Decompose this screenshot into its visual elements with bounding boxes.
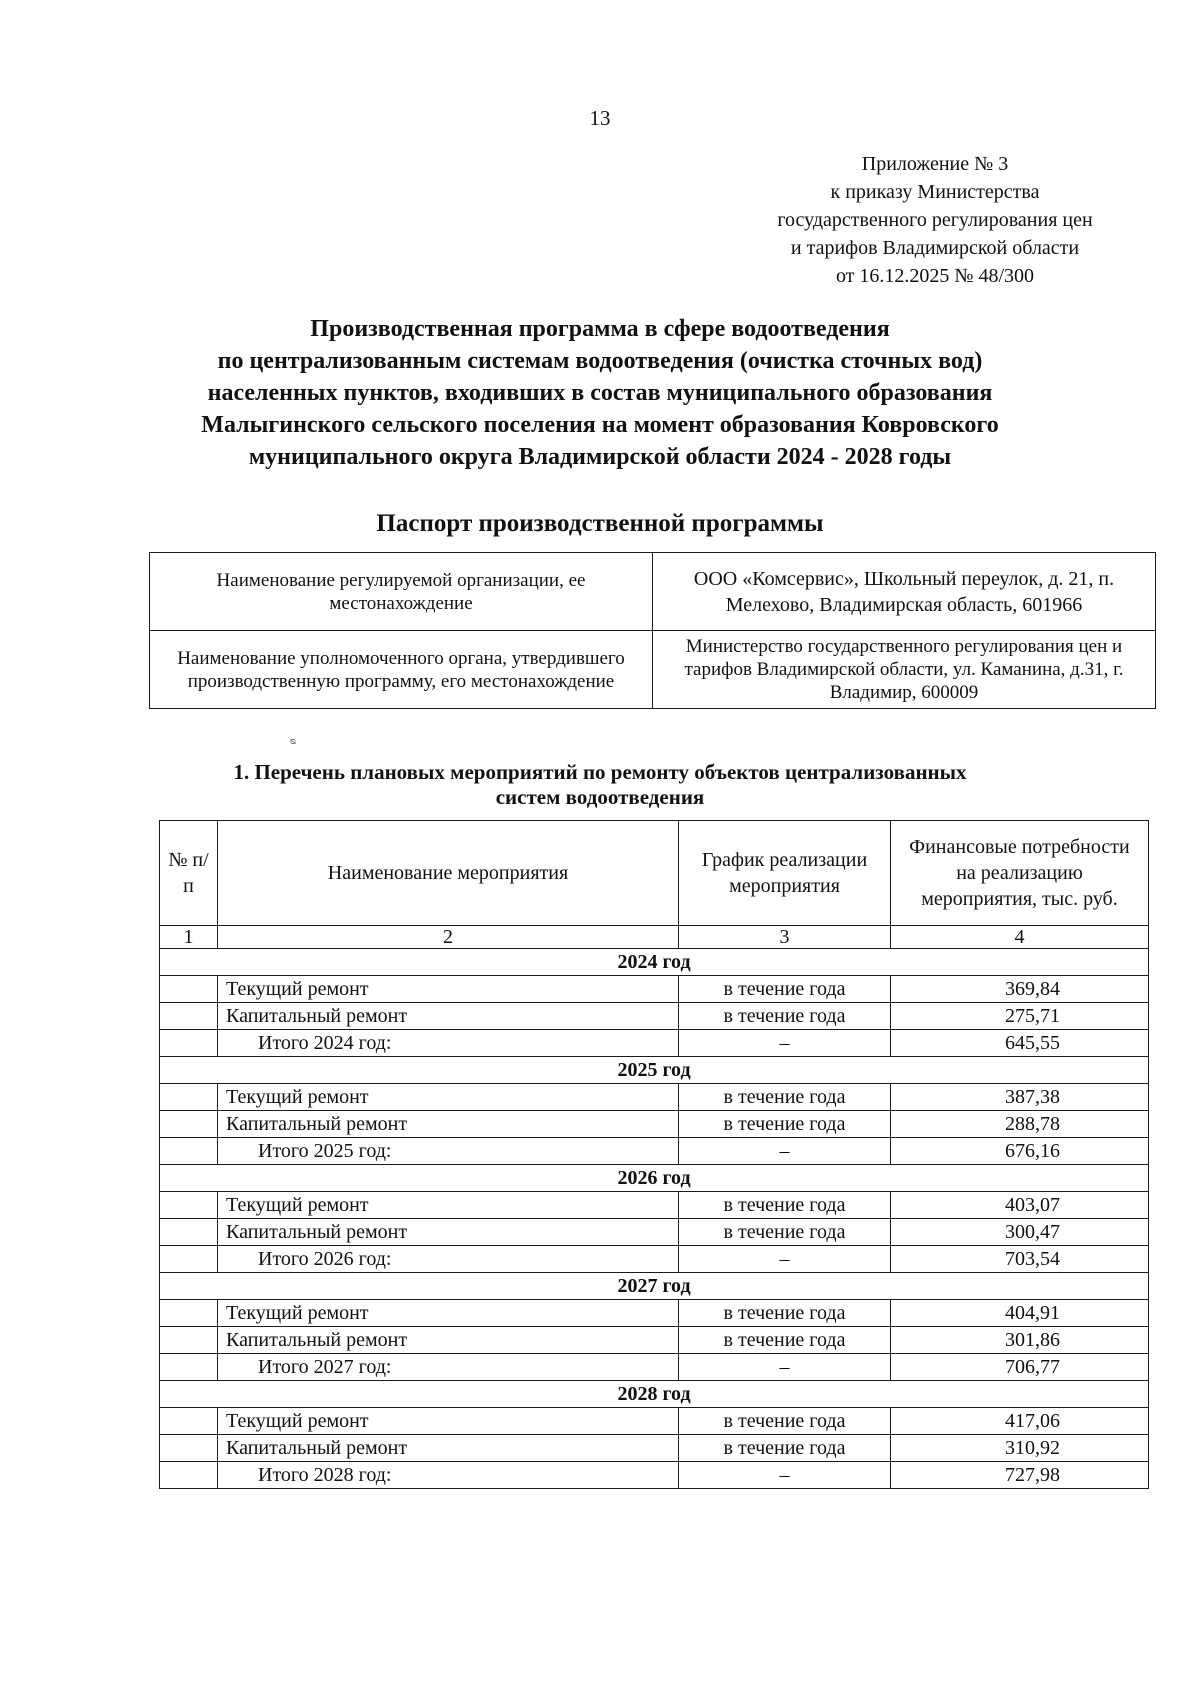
measure-amount: 676,16	[891, 1138, 1149, 1165]
year-row	[160, 1273, 1149, 1300]
row-number-cell	[160, 1435, 218, 1462]
header-schedule: График реализации мероприятия	[679, 821, 891, 926]
measure-schedule: в течение года	[679, 1300, 891, 1327]
row-number-cell	[160, 1138, 218, 1165]
row-number-cell	[160, 1084, 218, 1111]
measure-amount: 706,77	[891, 1354, 1149, 1381]
measure-schedule: в течение года	[679, 1219, 891, 1246]
measure-schedule: –	[679, 1462, 891, 1489]
measure-name: Итого 2025 год:	[218, 1138, 679, 1165]
measure-amount: 727,98	[891, 1462, 1149, 1489]
row-number-cell	[160, 1462, 218, 1489]
measure-name: Капитальный ремонт	[218, 1111, 679, 1138]
total-row	[160, 1138, 1149, 1165]
works-table	[159, 820, 1149, 1489]
year-row	[160, 1165, 1149, 1192]
header-number: № п/п	[160, 821, 218, 926]
year-label: 2027 год	[160, 1273, 1149, 1300]
row-number-cell	[160, 1192, 218, 1219]
year-row	[160, 1381, 1149, 1408]
measure-amount: 300,47	[891, 1219, 1149, 1246]
table-row	[160, 1192, 1149, 1219]
table-row	[160, 1408, 1149, 1435]
annex-line: к приказу Министерства	[830, 181, 1040, 203]
measure-schedule: в течение года	[679, 976, 891, 1003]
passport-value: Министерство государственного регулирования цен и тарифов Владимирской области, ул. Каманина, д.31, г. Владимир, 600009	[653, 631, 1156, 709]
measure-name: Капитальный ремонт	[218, 1327, 679, 1354]
table-row	[160, 976, 1149, 1003]
measure-amount: 275,71	[891, 1003, 1149, 1030]
column-number-row	[160, 926, 1149, 949]
measure-schedule: в течение года	[679, 1111, 891, 1138]
table-row	[160, 1300, 1149, 1327]
measure-schedule: –	[679, 1030, 891, 1057]
header-name: Наименование мероприятия	[218, 821, 679, 926]
title-line: Малыгинского сельского поселения на момент образования Ковровского	[201, 412, 999, 438]
column-number: 2	[218, 926, 679, 949]
measure-schedule: в течение года	[679, 1408, 891, 1435]
total-row	[160, 1462, 1149, 1489]
measure-name: Итого 2027 год:	[218, 1354, 679, 1381]
measure-amount: 310,92	[891, 1435, 1149, 1462]
header-financing: Финансовые потребности на реализацию мероприятия, тыс. руб.	[891, 821, 1149, 926]
measure-name: Текущий ремонт	[218, 1084, 679, 1111]
measure-schedule: в течение года	[679, 1192, 891, 1219]
passport-table	[149, 552, 1156, 709]
measure-name: Итого 2026 год:	[218, 1246, 679, 1273]
row-number-cell	[160, 1408, 218, 1435]
measure-schedule: –	[679, 1138, 891, 1165]
title-line: муниципального округа Владимирской области 2024 - 2028 годы	[248, 444, 952, 470]
title-line: населенных пунктов, входивших в состав муниципального образования	[207, 380, 993, 406]
row-number-cell	[160, 1003, 218, 1030]
annex-line: и тарифов Владимирской области	[790, 237, 1080, 259]
annex-line: Приложение № 3	[861, 153, 1009, 175]
row-number-cell	[160, 1354, 218, 1381]
passport-row	[150, 553, 1156, 631]
row-number-cell	[160, 1111, 218, 1138]
passport-label: Наименование уполномоченного органа, утвердившего производственную программу, его местонахождение	[150, 631, 653, 709]
measure-schedule: в течение года	[679, 1003, 891, 1030]
column-number: 4	[891, 926, 1149, 949]
page-number: 13	[589, 106, 611, 130]
measure-amount: 645,55	[891, 1030, 1149, 1057]
year-label: 2024 год	[160, 949, 1149, 976]
table-row	[160, 1084, 1149, 1111]
annex-block	[740, 150, 1130, 290]
measure-amount: 387,38	[891, 1084, 1149, 1111]
row-number-cell	[160, 976, 218, 1003]
measure-schedule: –	[679, 1354, 891, 1381]
row-number-cell	[160, 1246, 218, 1273]
measure-name: Капитальный ремонт	[218, 1003, 679, 1030]
measure-name: Текущий ремонт	[218, 1408, 679, 1435]
measure-name: Капитальный ремонт	[218, 1435, 679, 1462]
annex-line: от 16.12.2025 № 48/300	[835, 265, 1035, 287]
section-title-line: систем водоотведения	[495, 785, 705, 809]
total-row	[160, 1246, 1149, 1273]
scan-mark: ᴓ	[290, 735, 296, 747]
year-label: 2025 год	[160, 1057, 1149, 1084]
total-row	[160, 1354, 1149, 1381]
section-title	[0, 760, 1200, 810]
title-line: Производственная программа в сфере водоотведения	[310, 316, 890, 342]
row-number-cell	[160, 1327, 218, 1354]
column-number: 3	[679, 926, 891, 949]
measure-name: Текущий ремонт	[218, 1192, 679, 1219]
table-row	[160, 1327, 1149, 1354]
measure-name: Текущий ремонт	[218, 1300, 679, 1327]
measure-name: Капитальный ремонт	[218, 1219, 679, 1246]
annex-line: государственного регулирования цен	[777, 209, 1093, 231]
year-row	[160, 949, 1149, 976]
measure-amount: 301,86	[891, 1327, 1149, 1354]
row-number-cell	[160, 1030, 218, 1057]
measure-amount: 404,91	[891, 1300, 1149, 1327]
document-title	[60, 313, 1140, 473]
row-number-cell	[160, 1300, 218, 1327]
table-row	[160, 1111, 1149, 1138]
year-label: 2026 год	[160, 1165, 1149, 1192]
column-number: 1	[160, 926, 218, 949]
table-row	[160, 1003, 1149, 1030]
measure-amount: 417,06	[891, 1408, 1149, 1435]
row-number-cell	[160, 1219, 218, 1246]
table-row	[160, 1435, 1149, 1462]
table-header-row	[160, 821, 1149, 926]
total-row	[160, 1030, 1149, 1057]
section-title-line: 1. Перечень плановых мероприятий по ремонту объектов централизованных	[233, 760, 967, 784]
passport-row	[150, 631, 1156, 709]
passport-title: Паспорт производственной программы	[376, 510, 824, 537]
table-row	[160, 1219, 1149, 1246]
title-line: по централизованным системам водоотведения (очистка сточных вод)	[217, 348, 983, 374]
passport-value: ООО «Комсервис», Школьный переулок, д. 21, п. Мелехово, Владимирская область, 601966	[653, 553, 1156, 631]
measure-amount: 703,54	[891, 1246, 1149, 1273]
measure-schedule: в течение года	[679, 1084, 891, 1111]
measure-amount: 403,07	[891, 1192, 1149, 1219]
measure-name: Текущий ремонт	[218, 976, 679, 1003]
measure-schedule: –	[679, 1246, 891, 1273]
measure-amount: 288,78	[891, 1111, 1149, 1138]
year-row	[160, 1057, 1149, 1084]
measure-schedule: в течение года	[679, 1435, 891, 1462]
measure-name: Итого 2024 год:	[218, 1030, 679, 1057]
passport-label: Наименование регулируемой организации, ее местонахождение	[150, 553, 653, 631]
measure-schedule: в течение года	[679, 1327, 891, 1354]
measure-amount: 369,84	[891, 976, 1149, 1003]
measure-name: Итого 2028 год:	[218, 1462, 679, 1489]
year-label: 2028 год	[160, 1381, 1149, 1408]
